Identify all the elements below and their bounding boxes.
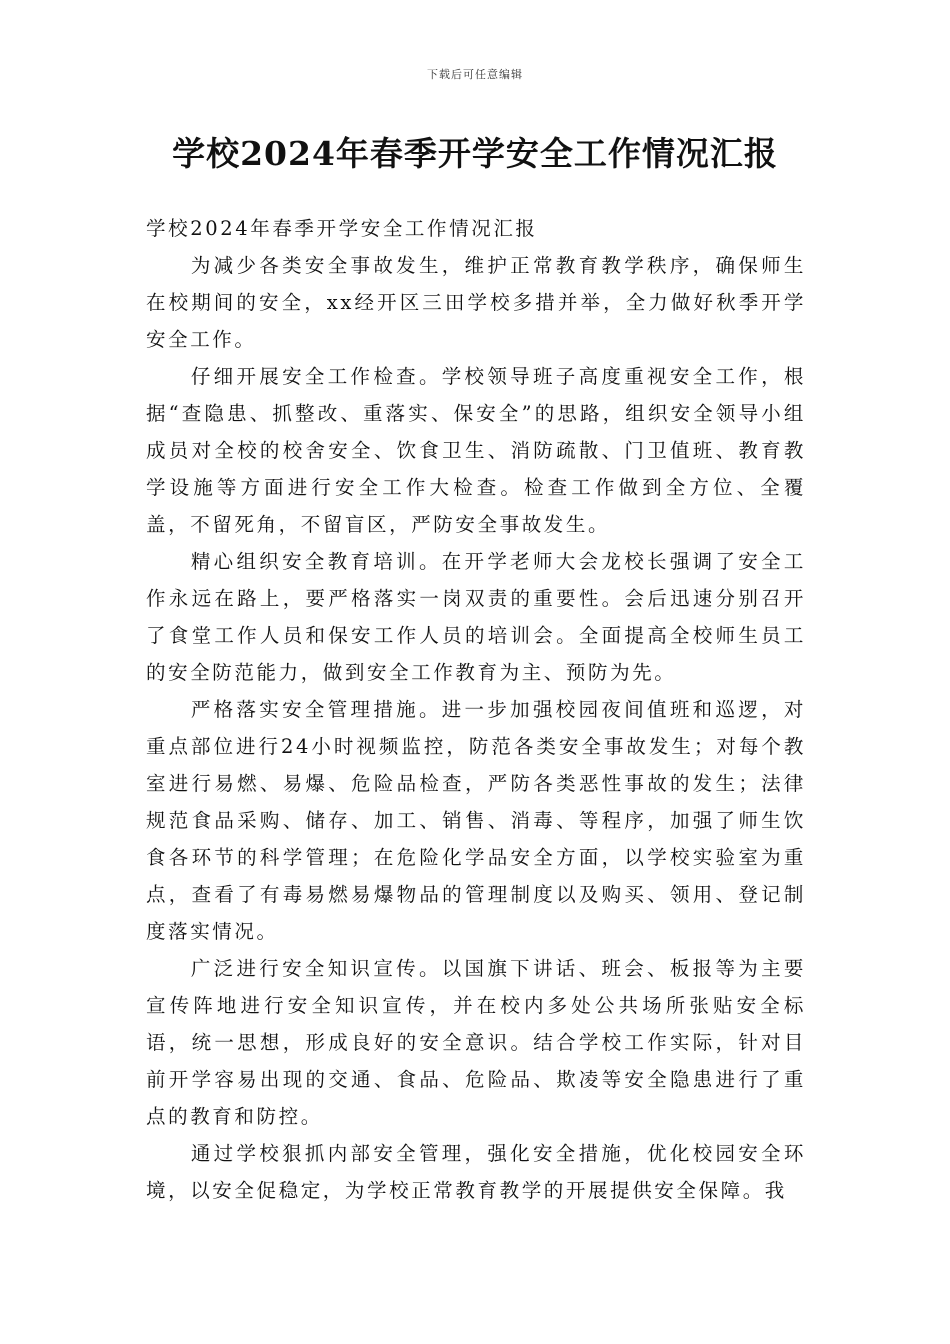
paragraph-publicity: 广泛进行安全知识宣传。以国旗下讲话、班会、板报等为主要宣传阵地进行安全知识宣传，并在校内多处公共场所张贴安全标语，统一思想，形成良好的安全意识。结合学校工作实际，针对目前开学容易出现的交通、食品、危险品、欺凌等安全隐患进行了重点的教育和防控。 bbox=[146, 957, 806, 1128]
paragraph-management: 严格落实安全管理措施。进一步加强校园夜间值班和巡逻，对重点部位进行24小时视频监控，防范各类安全事故发生；对每个教室进行易燃、易爆、危险品检查，严防各类恶性事故的发生；法律规范食品采购、储存、加工、销售、消毒、等程序，加强了师生饮食各环节的科学管理；在危险化学品安全方面，以学校实验室为重点，查看了有毒易燃易爆物品的管理制度以及购买、领用、登记制度落实情况。 bbox=[146, 698, 806, 943]
document-body bbox=[146, 210, 806, 1209]
paragraph-conclusion: 通过学校狠抓内部安全管理，强化安全措施，优化校园安全环境，以安全促稳定，为学校正常教育教学的开展提供安全保障。我 bbox=[146, 1142, 806, 1202]
paragraph-training: 精心组织安全教育培训。在开学老师大会龙校长强调了安全工作永远在路上，要严格落实一岗双责的重要性。会后迅速分别召开了食堂工作人员和保安工作人员的培训会。全面提高全校师生员工的安全防范能力，做到安全工作教育为主、预防为先。 bbox=[146, 550, 806, 684]
paragraph-inspection: 仔细开展安全工作检查。学校领导班子高度重视安全工作，根据“查隐患、抓整改、重落实、保安全”的思路，组织安全领导小组成员对全校的校舍安全、饮食卫生、消防疏散、门卫值班、教育教学设施等方面进行安全工作大检查。检查工作做到全方位、全覆盖，不留死角，不留盲区，严防安全事故发生。 bbox=[146, 365, 806, 536]
document-title: 学校2024年春季开学安全工作情况汇报 bbox=[172, 134, 778, 173]
paragraph-intro: 为减少各类安全事故发生，维护正常教育教学秩序，确保师生在校期间的安全，xx经开区三田学校多措并举，全力做好秋季开学安全工作。 bbox=[146, 254, 806, 351]
subtitle-line: 学校2024年春季开学安全工作情况汇报 bbox=[146, 217, 538, 240]
header-note: 下载后可任意编辑 bbox=[427, 68, 523, 81]
